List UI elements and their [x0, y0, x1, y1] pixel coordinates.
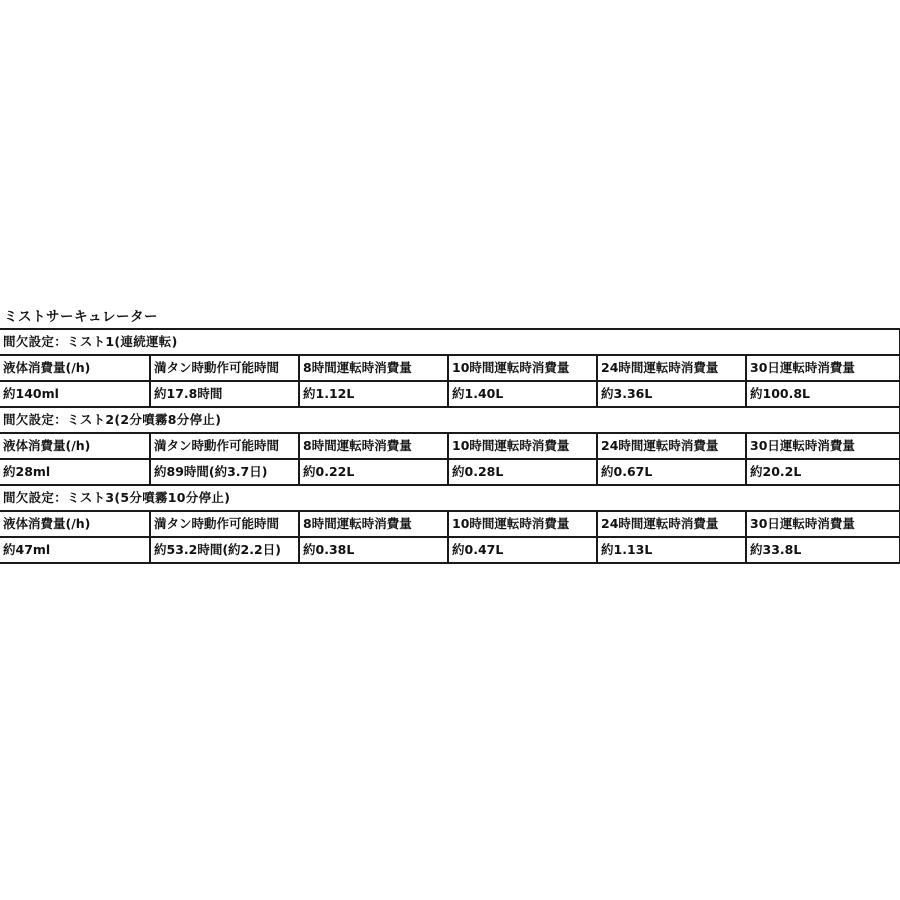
page-title: ミストサーキュレーター: [4, 309, 158, 325]
value-cell-8h-consumption: 約0.22L: [299, 459, 448, 485]
value-row: [0, 381, 900, 407]
value-cell-30d-consumption: 約100.8L: [746, 381, 900, 407]
value-cell-liquid-consumption: 約47ml: [0, 537, 150, 563]
header-cell-24h-consumption: 24時間運転時消費量: [597, 433, 746, 459]
value-row: [0, 459, 900, 485]
value-cell-10h-consumption: 約0.28L: [448, 459, 597, 485]
header-cell-8h-consumption: 8時間運転時消費量: [299, 433, 448, 459]
header-cell-full-tank-runtime: 満タン時動作可能時間: [150, 433, 299, 459]
header-row: [0, 511, 900, 537]
header-cell-10h-consumption: 10時間運転時消費量: [448, 433, 597, 459]
value-cell-10h-consumption: 約1.40L: [448, 381, 597, 407]
section-row: [0, 329, 900, 355]
value-row: [0, 537, 900, 563]
value-cell-24h-consumption: 約1.13L: [597, 537, 746, 563]
header-cell-full-tank-runtime: 満タン時動作可能時間: [150, 355, 299, 381]
value-cell-liquid-consumption: 約140ml: [0, 381, 150, 407]
header-cell-30d-consumption: 30日運転時消費量: [746, 433, 900, 459]
value-cell-30d-consumption: 約20.2L: [746, 459, 900, 485]
value-cell-8h-consumption: 約0.38L: [299, 537, 448, 563]
section-row: [0, 485, 900, 511]
header-cell-liquid-consumption: 液体消費量(/h): [0, 355, 150, 381]
header-cell-full-tank-runtime: 満タン時動作可能時間: [150, 511, 299, 537]
header-cell-8h-consumption: 8時間運転時消費量: [299, 355, 448, 381]
section-title: 間欠設定：ミスト2(2分噴霧8分停止): [0, 407, 900, 433]
value-cell-full-tank-runtime: 約53.2時間(約2.2日): [150, 537, 299, 563]
header-cell-30d-consumption: 30日運転時消費量: [746, 511, 900, 537]
value-cell-full-tank-runtime: 約17.8時間: [150, 381, 299, 407]
header-row: [0, 433, 900, 459]
value-cell-24h-consumption: 約3.36L: [597, 381, 746, 407]
header-cell-24h-consumption: 24時間運転時消費量: [597, 355, 746, 381]
value-cell-24h-consumption: 約0.67L: [597, 459, 746, 485]
value-cell-8h-consumption: 約1.12L: [299, 381, 448, 407]
value-cell-10h-consumption: 約0.47L: [448, 537, 597, 563]
header-cell-24h-consumption: 24時間運転時消費量: [597, 511, 746, 537]
section-row: [0, 407, 900, 433]
header-cell-30d-consumption: 30日運転時消費量: [746, 355, 900, 381]
header-cell-liquid-consumption: 液体消費量(/h): [0, 511, 150, 537]
mist-circulator-spec-table: [0, 328, 900, 564]
header-cell-8h-consumption: 8時間運転時消費量: [299, 511, 448, 537]
header-row: [0, 355, 900, 381]
header-cell-10h-consumption: 10時間運転時消費量: [448, 355, 597, 381]
value-cell-liquid-consumption: 約28ml: [0, 459, 150, 485]
value-cell-30d-consumption: 約33.8L: [746, 537, 900, 563]
header-cell-10h-consumption: 10時間運転時消費量: [448, 511, 597, 537]
value-cell-full-tank-runtime: 約89時間(約3.7日): [150, 459, 299, 485]
section-title: 間欠設定：ミスト1(連続運転): [0, 329, 900, 355]
section-title: 間欠設定：ミスト3(5分噴霧10分停止): [0, 485, 900, 511]
header-cell-liquid-consumption: 液体消費量(/h): [0, 433, 150, 459]
